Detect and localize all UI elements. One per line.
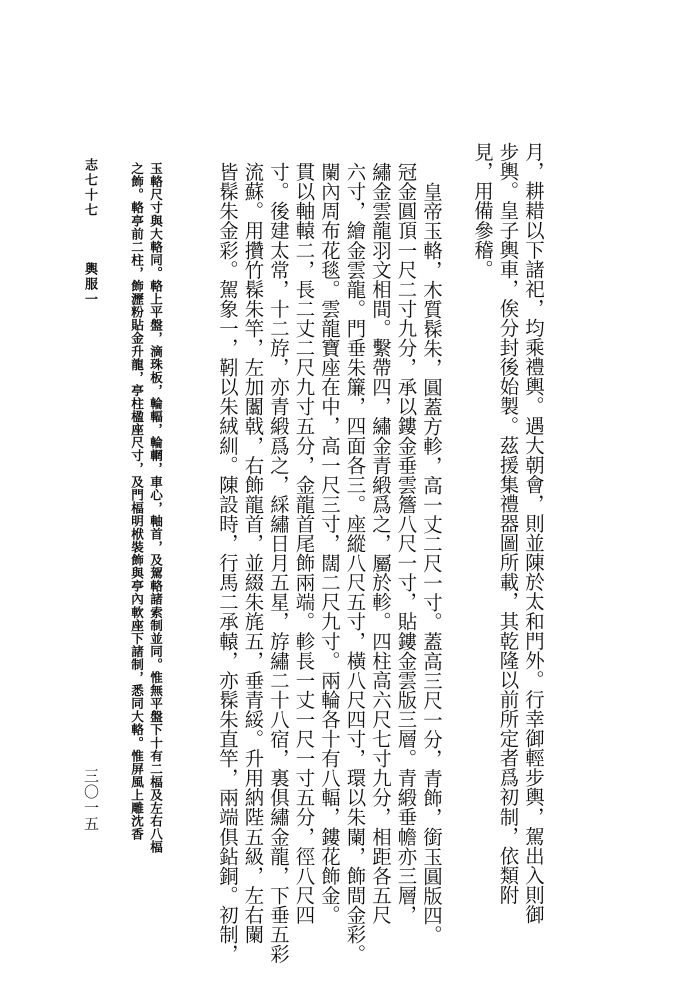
body-column-9: 皆髹朱金彩。駕象一，靷以朱絨紃。陳設時，行馬二承轅，亦髹朱直竿，兩端俱鉆銅。初制， (216, 162, 239, 964)
body-column-6: 貫以軸轅二，長二丈二尺九寸五分，金龍首尾飾兩端。軫長一丈一尺一寸五分，徑八尺四 (292, 162, 316, 925)
body-column-3: 繡金雲龍羽文相間。繫帶四，繡金青緞爲之，屬於軫。四柱高六尺七寸九分，相距各五尺 (369, 162, 392, 925)
body-column-4: 六寸，繪金雲龍。門垂朱簾，四面各三。座縱八尺五寸，橫八尺四寸，環以朱闌，飾間金彩。 (343, 162, 367, 964)
body-column-8: 流蘇。用攢竹髹朱竿，左加闟戟，右飾龍首，並綴朱旄五，垂青綏。升用納陛五級，左右闌 (241, 162, 265, 944)
page-number: 三〇一五 (82, 768, 100, 832)
body-column-5: 闌內周布花毯。雲龍寶座在中，高一尺三寸，闊二尺九寸。兩輪各十有八輻，鏤花飾金。 (318, 162, 341, 925)
note-column-2: 之飾。輅亭前二柱，飾瀝粉貼金升龍，亭柱楹座尺寸，及門楅明栿裝飾與亭內軟座下諸制，悉同大輅。惟屏風上雕沈香 (129, 162, 144, 841)
body-column-2: 冠金圓頂一尺二寸九分，承以鏤金垂雲簷八尺一寸，貼鏤金雲版三層。青緞垂幨亦三層， (394, 162, 418, 925)
intro-column-3: 見，用備參稽。 (471, 142, 494, 279)
running-header-section: 輿服一 (82, 262, 97, 307)
note-column-1: 玉輅尺寸與大輅同。輅上平盤，滴珠板，輪輻，輪輞，車心，軸首，及駕輅諸索制並同。惟無平盤下十有二楅及左右八楅 (148, 162, 163, 854)
intro-column-1: 月，耕耤以下諸祀，均乘禮輿。遇大朝會，則並陳於太和門外。行幸御輕步輿，駕出入則御 (522, 142, 545, 924)
body-column-1: 皇帝玉輅，木質髹朱，圓蓋方軫，高一丈二尺一寸。蓋高三尺一分，青飾，銜玉圓版四。 (420, 182, 443, 945)
running-header-volume: 志七十七 (82, 158, 97, 218)
intro-column-2: 步輿。皇子輿車，俟分封後始製。茲援集禮器圖所載，其乾隆以前所定者爲初制，依類附 (496, 142, 520, 905)
body-column-7: 寸。後建太常，十二斿，亦青緞爲之，綵繡日月五星，斿繡二十八宿，裏俱繡金龍，下垂五彩 (267, 162, 290, 964)
